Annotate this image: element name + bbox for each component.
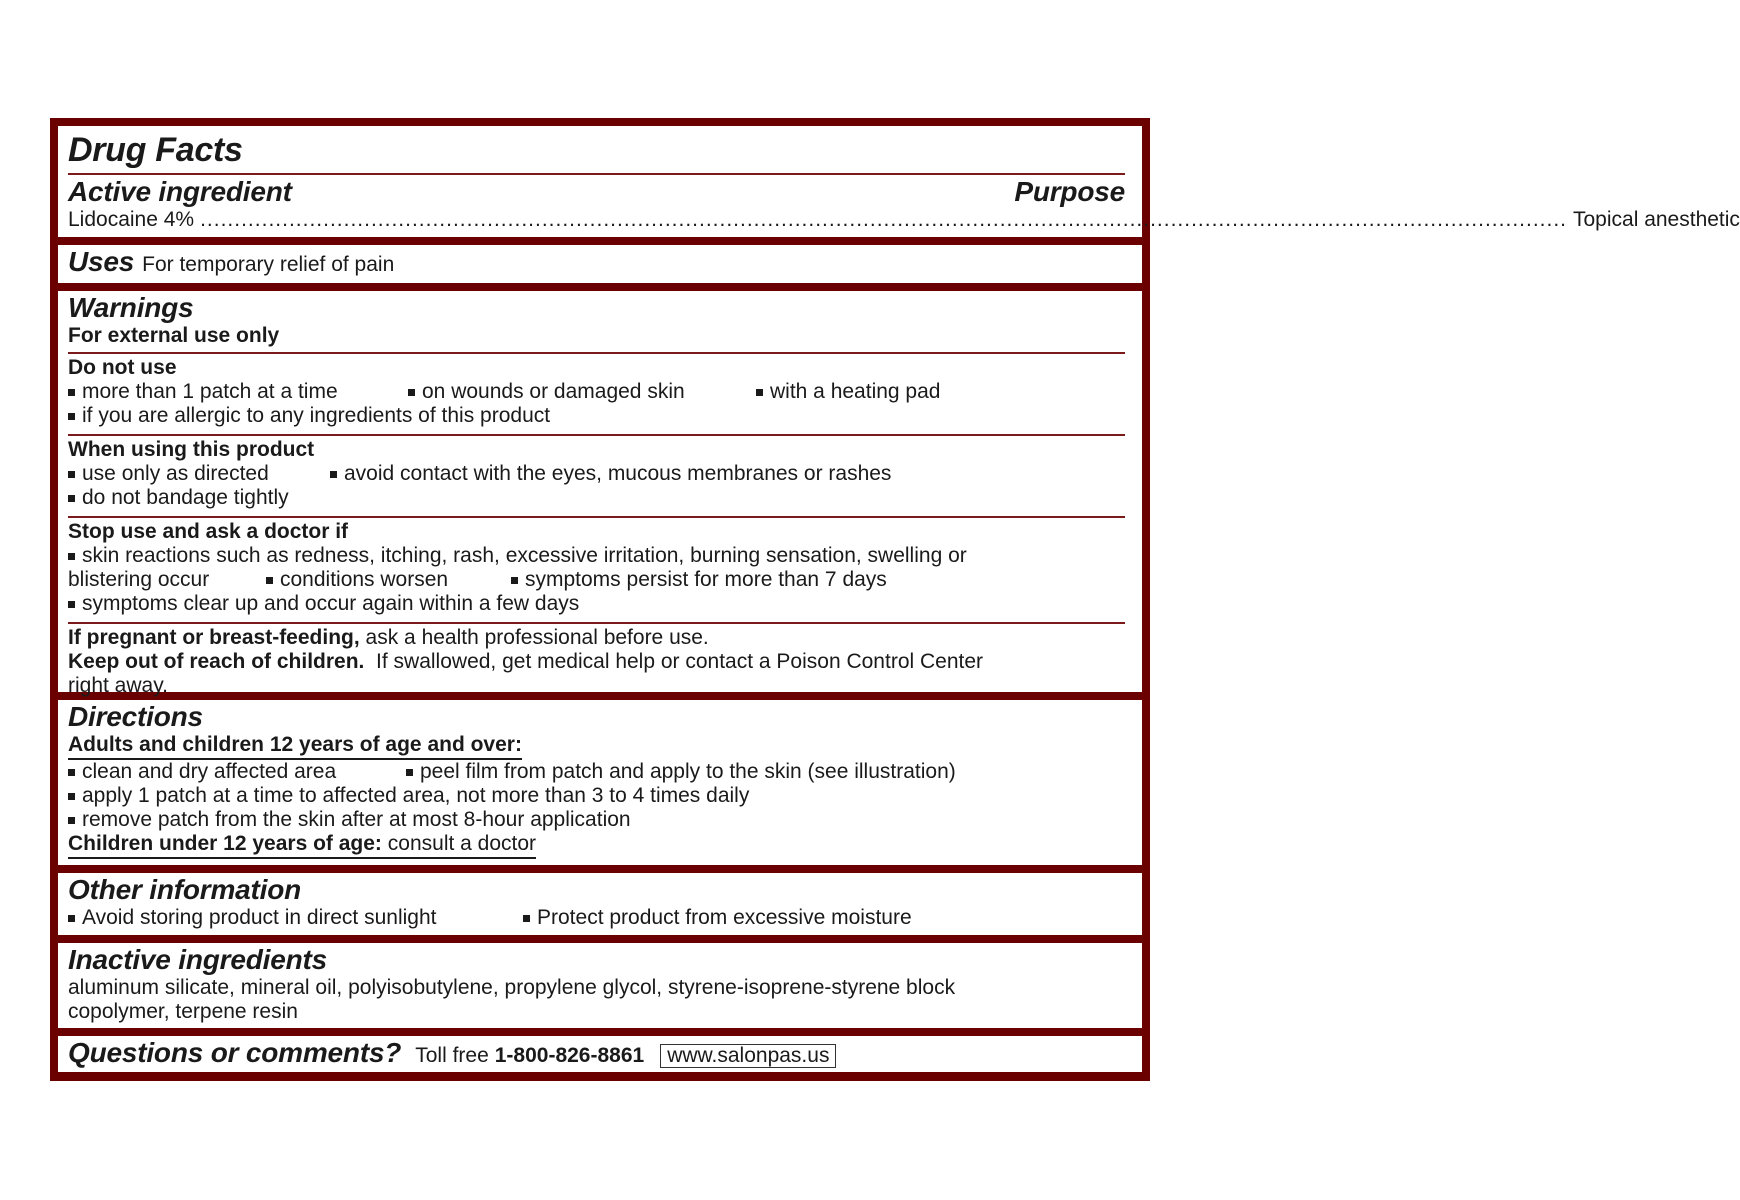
direction-item: clean and dry affected area bbox=[68, 760, 406, 784]
do-not-use-item: on wounds or damaged skin bbox=[408, 380, 756, 404]
purpose-text: Topical anesthetic bbox=[1573, 208, 1740, 231]
dot-leader: ........................................................................................................................................................................................................ bbox=[200, 208, 1567, 231]
adults-heading: Adults and children 12 years of age and over: bbox=[68, 733, 522, 760]
other-information-item: Protect product from excessive moisture bbox=[523, 906, 912, 930]
direction-item: peel film from patch and apply to the skin (see illustration) bbox=[406, 760, 956, 784]
website-link[interactable]: www.salonpas.us bbox=[660, 1044, 836, 1068]
divider bbox=[68, 352, 1125, 354]
drug-facts-panel bbox=[50, 118, 1740, 1081]
questions-section bbox=[58, 1036, 1142, 1072]
divider bbox=[68, 516, 1125, 518]
bullet-icon bbox=[68, 495, 75, 502]
bullet-icon bbox=[68, 793, 75, 800]
other-information-section bbox=[58, 873, 1142, 935]
bullet-icon bbox=[408, 389, 415, 396]
warnings-heading: Warnings bbox=[68, 292, 194, 323]
bullet-icon bbox=[68, 769, 75, 776]
do-not-use-item: if you are allergic to any ingredients of this product bbox=[68, 404, 1125, 428]
bullet-icon bbox=[68, 389, 75, 396]
bullet-icon bbox=[266, 577, 273, 584]
purpose-heading: Purpose bbox=[1014, 176, 1125, 207]
divider bbox=[68, 173, 1125, 175]
drug-facts-title: Drug Facts bbox=[68, 131, 243, 169]
bullet-icon bbox=[68, 471, 75, 478]
stop-use-item-continued: blistering occur bbox=[68, 568, 210, 591]
bullet-icon bbox=[68, 601, 75, 608]
other-information-item: Avoid storing product in direct sunlight bbox=[68, 906, 523, 930]
when-using-item: use only as directed bbox=[68, 462, 330, 486]
toll-free-label: Toll free bbox=[415, 1044, 489, 1067]
uses-text: For temporary relief of pain bbox=[142, 253, 395, 276]
bullet-icon bbox=[756, 389, 763, 396]
children-warning: Keep out of reach of children. If swallowed, get medical help or contact a Poison Control Center bbox=[68, 650, 984, 673]
questions-heading: Questions or comments? bbox=[68, 1037, 402, 1068]
stop-use-item: symptoms persist for more than 7 days bbox=[511, 568, 887, 592]
bullet-icon bbox=[68, 817, 75, 824]
divider bbox=[68, 622, 1125, 624]
directions-heading: Directions bbox=[68, 701, 203, 732]
inactive-ingredients-line: aluminum silicate, mineral oil, polyisobutylene, propylene glycol, styrene-isoprene-styrene block bbox=[68, 976, 956, 999]
bullet-icon bbox=[68, 915, 75, 922]
stop-use-item: symptoms clear up and occur again within a few days bbox=[68, 592, 1125, 616]
when-using-heading: When using this product bbox=[68, 438, 315, 461]
active-ingredient-section bbox=[58, 126, 1740, 237]
phone-number[interactable]: 1-800-826-8861 bbox=[494, 1044, 645, 1067]
do-not-use-item: more than 1 patch at a time bbox=[68, 380, 408, 404]
bullet-icon bbox=[511, 577, 518, 584]
direction-item: remove patch from the skin after at most 8-hour application bbox=[68, 808, 1125, 832]
pregnant-warning: If pregnant or breast-feeding, ask a health professional before use. bbox=[68, 626, 709, 649]
stop-use-item: skin reactions such as redness, itching, rash, excessive irritation, burning sensation, swelling or bbox=[68, 544, 1125, 568]
divider bbox=[68, 434, 1125, 436]
other-information-heading: Other information bbox=[68, 874, 302, 905]
bullet-icon bbox=[330, 471, 337, 478]
uses-section bbox=[58, 245, 1142, 283]
bullet-icon bbox=[68, 413, 75, 420]
do-not-use-heading: Do not use bbox=[68, 356, 177, 379]
uses-heading: Uses bbox=[68, 246, 135, 277]
warnings-section bbox=[58, 291, 1142, 697]
children-direction: Children under 12 years of age: consult a doctor bbox=[68, 832, 536, 859]
children-warning-continued: right away. bbox=[68, 674, 168, 697]
stop-use-heading: Stop use and ask a doctor if bbox=[68, 520, 349, 543]
bullet-icon bbox=[68, 553, 75, 560]
bullet-icon bbox=[406, 769, 413, 776]
inactive-ingredients-heading: Inactive ingredients bbox=[68, 944, 327, 975]
active-ingredient-heading: Active ingredient bbox=[68, 176, 292, 207]
active-ingredient-name: Lidocaine 4% bbox=[68, 208, 195, 231]
inactive-ingredients-line: copolymer, terpene resin bbox=[68, 1000, 298, 1023]
direction-item: apply 1 patch at a time to affected area, not more than 3 to 4 times daily bbox=[68, 784, 1125, 808]
do-not-use-item: with a heating pad bbox=[756, 380, 940, 404]
directions-section bbox=[58, 700, 1142, 865]
when-using-item: do not bandage tightly bbox=[68, 486, 1125, 510]
when-using-item: avoid contact with the eyes, mucous membranes or rashes bbox=[330, 462, 891, 486]
external-use-text: For external use only bbox=[68, 324, 280, 347]
bullet-icon bbox=[523, 915, 530, 922]
inactive-ingredients-section bbox=[58, 943, 1142, 1028]
stop-use-item: conditions worsen bbox=[266, 568, 511, 592]
